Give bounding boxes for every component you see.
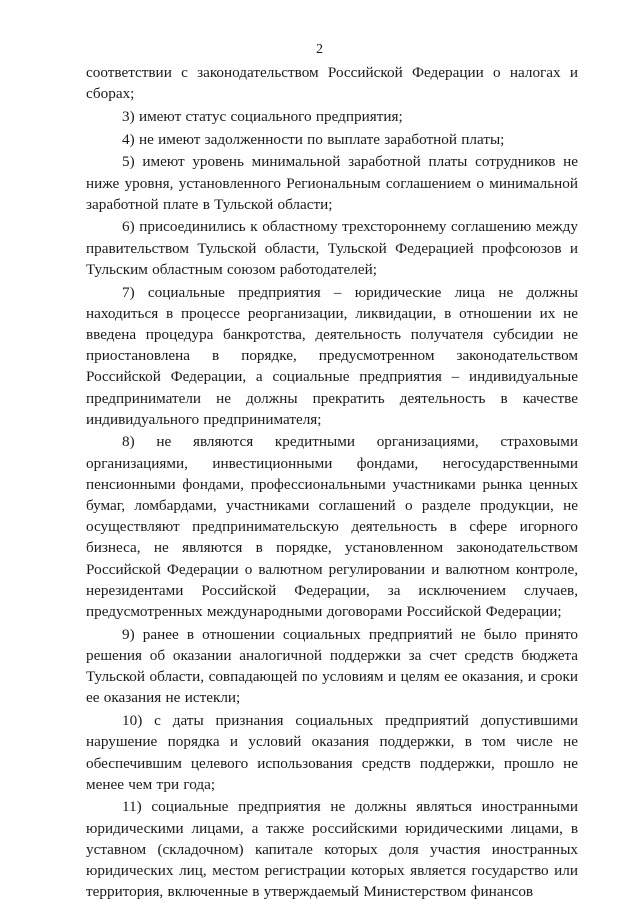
paragraph-item-4: 4) не имеют задолженности по выплате заработной платы; [122,130,505,148]
paragraph-item-3: 3) имеют статус социального предприятия; [122,107,403,125]
paragraph-item-11: 11) социальные предприятия не должны являться иностранными юридическими лицами, а также российскими юридическими лицами, в уставном (складочном) капитале которых доля участия иностранных юридических лиц, местом регистрации которых является государство или территория, включенные в утверждаемый Министерством финансов [86,798,578,901]
paragraph-continuation: соответствии с законодательством Российской Федерации о налогах и сборах; [86,64,578,103]
paragraph-item-7: 7) социальные предприятия – юридические лица не должны находиться в процессе реорганизации, ликвидации, в отношении их не введена процедура банкротства, деятельность получателя субсидии не приостановлена в порядке, предусмотренном законодательством Российской Федерации, а социальные предприятия – индивидуальные предприниматели не должны прекратить деятельность в качестве индивидуального предпринимателя; [86,283,578,428]
paragraph-item-8: 8) не являются кредитными организациями, страховыми организациями, инвестиционными фондами, негосударственными пенсионными фондами, профессиональными участниками рынка ценных бумаг, ломбардами, участниками соглашений о разделе продукции, не осуществляют предпринимательскую деятельность в сфере игорного бизнеса, не являются в порядке, установленном законодательством Российской Федерации о валютном регулировании и валютном контроле, нерезидентами Российской Федерации, за исключением случаев, предусмотренных международными договорами Российской Федерации; [86,433,578,621]
paragraph-item-9: 9) ранее в отношении социальных предприятий не было принято решения об оказании аналогичной поддержки за счет средств бюджета Тульской области, совпадающей по условиям и целям ее оказания, и сроки ее оказания не истекли; [86,625,578,707]
paragraph-item-10: 10) с даты признания социальных предприятий допустившими нарушение порядка и условий оказания поддержки, в том числе не обеспечившим целевого использования средств поддержки, прошло не менее чем три года; [86,712,578,793]
paragraph-item-5: 5) имеют уровень минимальной заработной платы сотрудников не ниже уровня, установленного Региональным соглашением о минимальной заработной плате в Тульской области; [86,153,578,213]
paragraph-item-6: 6) присоединились к областному трехстороннему соглашению между правительством Тульской области, Тульской Федерацией профсоюзов и Тульским областным союзом работодателей; [86,218,578,278]
page-number: 2 [316,42,323,57]
document-body [86,62,578,904]
